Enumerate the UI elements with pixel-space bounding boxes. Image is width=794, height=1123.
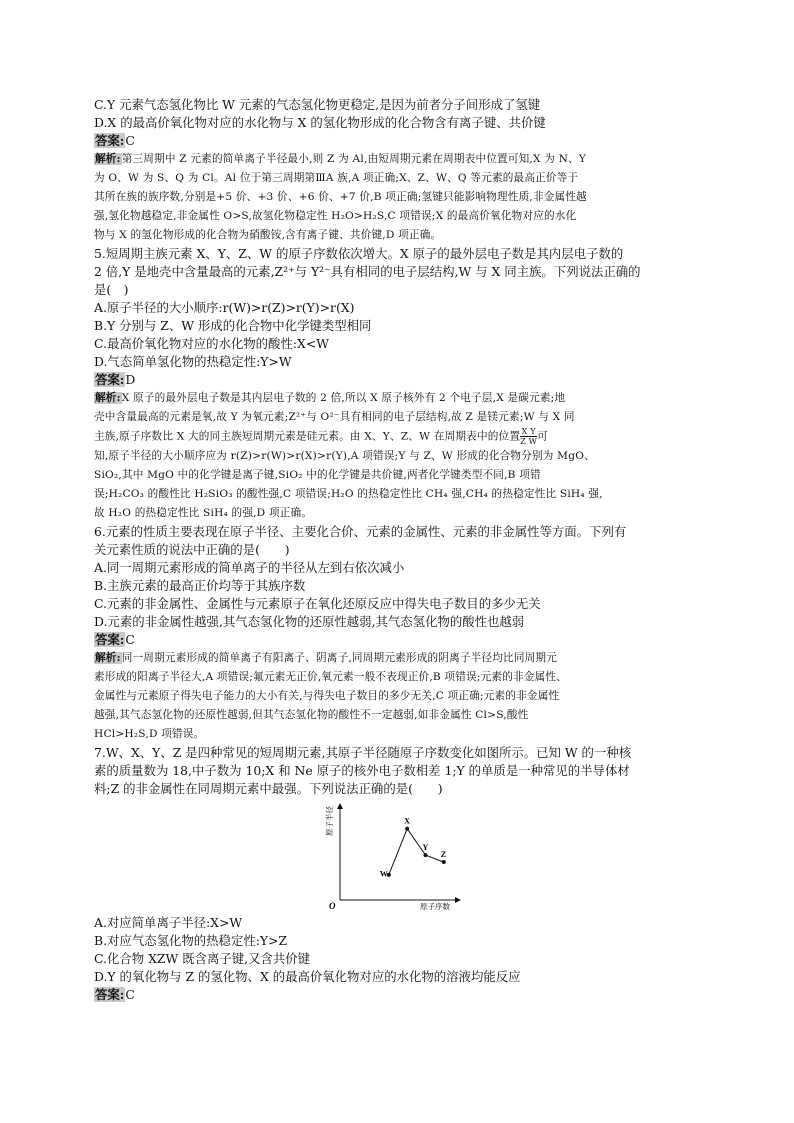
q4-answer-value: C	[125, 133, 135, 148]
data-point-z	[442, 860, 446, 864]
q6-stem-line: 关元素性质的说法中正确的是( )	[94, 541, 290, 557]
q6-option-c: C.元素的非金属性、金属性与元素原子在氧化还原反应中得失电子数目的多少无关	[94, 595, 541, 611]
q5-option-a: A.原子半径的大小顺序:r(W)>r(Z)>r(Y)>r(X)	[94, 300, 355, 315]
origin-label: O	[329, 900, 336, 910]
q4-answer	[94, 132, 700, 150]
q4-explanation-line: 其所在族的族序数,分别是+5 价、+3 价、+6 价、+7 价,B 项正确;氢键只能影响物理性质,非金属性越	[94, 191, 587, 203]
q4-explanation-line: 物与 X 的氢化物形成的化合物为硝酸铵,含有离子键、共价键,D 项正确。	[94, 229, 442, 241]
q6-explanation-line: 金属性与元素原子得失电子能力的大小有关,与得失电子数目的多少无关,C 项正确;元素的非金属性	[94, 689, 560, 702]
q7-stem-line: 素的质量数为 18,中子数为 10;X 和 Ne 原子的核外电子数相差 1;Y 的单质是一种常见的半导体材	[94, 762, 630, 778]
series-line	[389, 828, 447, 874]
q5-explanation-line: 解析:X 原子的最外层电子数是其内层电子数的 2 倍,所以 X 原子核外有 2 个电子层,X 是碳元素;地	[95, 392, 566, 404]
q6-stem-line: 6.元素的性质主要表现在原子半径、主要化合价、元素的金属性、元素的非金属性等方面。下列有	[94, 523, 627, 539]
q5-explanation-line: SiO₂,其中 MgO 中的化学键是离子键,SiO₂ 中的化学键是共价键,两者化学键类型不同,B 项错	[94, 468, 541, 481]
q6-explanation-line: HCl>H₂S,D 项错误。	[94, 727, 205, 740]
q5-option-d: D.气态简单氢化物的热稳定性:Y>W	[94, 354, 292, 369]
q5-explanation-line: 壳中含量最高的元素是氧,故 Y 为氧元素;Z²⁺与 O²⁻具有相同的电子层结构,故 Z 是镁元素;W 与 X 同	[94, 411, 575, 423]
answer-label: 答案:	[95, 631, 125, 647]
explain-label: 解析:	[95, 651, 121, 664]
q5-stem-line: 5.短周期主族元素 X、Y、Z、W 的原子序数依次增大。X 原子的最外层电子数是其内层电子数的	[94, 246, 624, 261]
explain-label: 解析:	[95, 392, 121, 404]
q5-stem-line: 是( )	[94, 282, 129, 297]
q7-answer: 答案:C	[95, 986, 135, 1002]
q5-explanation-line: 故 H₂O 的热稳定性比 SiH₄ 的强,D 项正确。	[94, 506, 313, 519]
atomic-radius-chart	[324, 800, 464, 910]
periodic-position-fraction: $\frac{\text{X Y}}{\text{Z W}}$	[520, 427, 538, 446]
q6-explanation-line: 越强,其气态氢化物的还原性越弱,但其气态氢化物的酸性不一定越弱,如非金属性 Cl>S,酸性	[94, 708, 529, 721]
data-point-y	[423, 853, 427, 857]
data-label-y: Y	[422, 842, 429, 852]
q5-explanation-line: 知,原子半径的大小顺序应为 r(Z)>r(W)>r(X)>r(Y),A 项错误;Y 与 Z、W 形成的化合物分别为 MgO、	[94, 449, 595, 462]
q7-option-c: C.化合物 XZW 既含离子键,又含共价键	[94, 950, 311, 966]
q6-option-d: D.元素的非金属性越强,其气态氢化物的还原性越弱,其气态氢化物的酸性也越弱	[94, 613, 525, 629]
q7-option-b: B.对应气态氢化物的热稳定性:Y>Z	[94, 932, 288, 948]
q6-option-b: B.主族元素的最高正价均等于其族序数	[94, 577, 306, 593]
x-axis-label: 原子序数	[420, 901, 450, 910]
q5-explanation-line: 主族,原子序数比 X 大的同主族短周期元素是硅元素。由 X、Y、Z、W 在周期表中的位置 $\frac{\text{X Y}}{\text{Z W}}$ 可	[94, 427, 548, 446]
q7-stem-line: 料;Z 的非金属性在同周期元素中最强。下列说法正确的是( )	[94, 780, 443, 796]
q5-option-b: B.Y 分别与 Z、W 形成的化合物中化学键类型相同	[94, 318, 372, 333]
q7-option-d: D.Y 的氧化物与 Z 的氢化物、X 的最高价氧化物对应的水化物的溶液均能反应	[94, 968, 521, 984]
data-label-w: W	[379, 869, 388, 879]
q4-option-c: C.Y 元素气态氢化物比 W 元素的气态氢化物更稳定,是因为前者分子间形成了氢键	[94, 97, 541, 112]
answer-label: 答案:	[95, 986, 125, 1002]
q5-explanation-line: 误;H₂CO₃ 的酸性比 H₂SiO₃ 的酸性强,C 项错误;H₂O 的热稳定性比 CH₄ 强,CH₄ 的热稳定性比 SiH₄ 强,	[94, 487, 603, 500]
answer-label: 答案:	[95, 372, 125, 387]
answer-label: 答案:	[95, 133, 125, 148]
q7-stem-line: 7.W、X、Y、Z 是四种常见的短周期元素,其原子半径随原子序数变化如图所示。已知 W 的一种核	[94, 744, 632, 760]
q6-explanation-line: 素形成的阳离子半径大,A 项错误;氟元素无正价,氧元素一般不表现正价,B 项错误;元素的非金属性、	[94, 670, 567, 683]
data-label-x: X	[404, 816, 410, 826]
q5-answer: 答案:D	[95, 372, 136, 387]
data-point-x	[405, 826, 409, 830]
q6-option-a: A.同一周期元素形成的简单离子的半径从左到右依次减小	[94, 559, 405, 575]
q5-stem-line: 2 倍,Y 是地壳中含量最高的元素,Z²⁺与 Y²⁻具有相同的电子层结构,W 与 X 同主族。下列说法正确的	[94, 264, 641, 279]
q5-option-c: C.最高价氧化物对应的水化物的酸性:X<W	[94, 336, 329, 351]
y-axis-label: 原子半径	[325, 805, 334, 836]
q4-explanation-line: 解析:第三周期中 Z 元素的简单离子半径最小,则 Z 为 Al,由短周期元素在周期表中位置可知,X 为 N、Y	[95, 153, 587, 165]
q6-explanation-line: 解析:同一周期元素形成的简单离子有阳离子、阴离子,同周期元素形成的阴离子半径均比同周期元	[95, 651, 558, 664]
q6-answer: 答案:C	[95, 631, 135, 647]
document-page	[94, 96, 700, 1004]
q4-explanation-line: 为 O、W 为 S、Q 为 Cl。Al 位于第三周期第ⅢA 族,A 项正确;X、Z、W、Q 等元素的最高正价等于	[94, 172, 579, 184]
q7-option-a: A.对应简单离子半径:X>W	[94, 914, 243, 930]
q4-option-d: D.X 的最高价氧化物对应的水化物与 X 的氢化物形成的化合物含有离子键、共价键	[94, 115, 546, 130]
data-label-z: Z	[440, 849, 447, 859]
q4-explanation-line: 强,氢化物越稳定,非金属性 O>S,故氢化物稳定性 H₂O>H₂S,C 项错误;X 的最高价氧化物对应的水化	[94, 210, 577, 222]
q7-figure	[94, 798, 700, 914]
explain-label: 解析:	[95, 153, 121, 165]
